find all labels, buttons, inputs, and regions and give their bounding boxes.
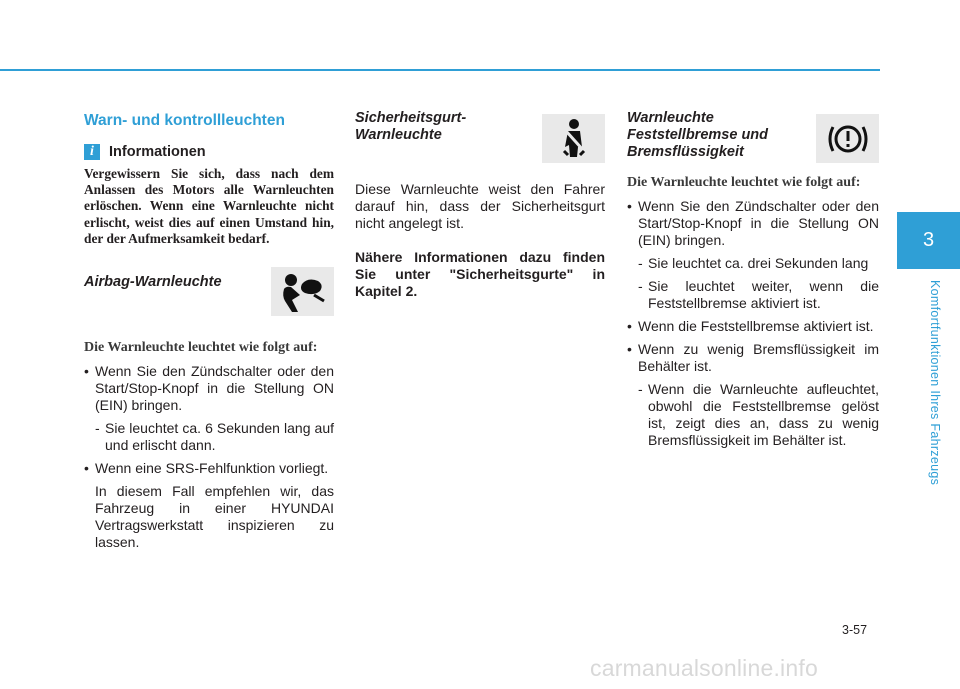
column-3 [627, 105, 879, 449]
list-item-continuation: In diesem Fall empfehlen wir, das Fahrzeug in einer HYUNDAI Vertragswerkstatt inspizieren zu lassen. [95, 482, 334, 550]
column-1 [84, 105, 334, 551]
brake-title-line3: Bremsflüssigkeit [627, 144, 744, 160]
seatbelt-description: Diese Warnleuchte weist den Fahrer darauf hin, dass der Sicherheitsgurt nicht angelegt ist. [355, 181, 605, 231]
airbag-condition-heading: Die Warnleuchte leuchtet wie folgt auf: [84, 340, 318, 356]
sub-list-item: - Sie leuchtet ca. 6 Sekunden lang auf und erlischt dann. [84, 420, 334, 454]
section-title: Warn- und kontrollleuchten [84, 112, 285, 129]
brake-warning-icon [816, 114, 879, 163]
watermark: carmanualsonline.info [590, 655, 818, 681]
chapter-side-label: Komfortfunktionen Ihres Fahrzeugs [928, 280, 942, 486]
page-number: 3-57 [842, 623, 868, 637]
airbag-warning-icon [271, 267, 334, 316]
sub-list-item: - Sie leuchtet weiter, wenn die Feststellbremse aktiviert ist. [627, 278, 879, 312]
chapter-tab: 3 [897, 212, 960, 269]
list-item: • Wenn zu wenig Bremsflüssigkeit im Behälter ist. [627, 341, 879, 375]
list-item: • Wenn die Feststellbremse aktiviert ist. [627, 318, 879, 335]
brake-condition-heading: Die Warnleuchte leuchtet wie folgt auf: [627, 175, 861, 190]
brake-title [627, 110, 768, 161]
seatbelt-title-line1: Sicherheitsgurt- [355, 110, 467, 126]
list-item: • Wenn eine SRS-Fehlfunktion vorliegt. [84, 460, 334, 477]
seatbelt-title [355, 110, 466, 144]
brake-title-line1: Warnleuchte [627, 110, 714, 126]
brake-title-line2: Feststellbremse und [627, 127, 769, 143]
seatbelt-reference: Nähere Informationen dazu finden Sie unter "Sicherheitsgurte" in Kapitel 2. [355, 249, 605, 299]
airbag-condition-list [84, 363, 334, 551]
sub-list-item: - Wenn die Warnleuchte aufleuchtet, obwohl die Feststellbremse gelöst ist, zeigt dies an, dass zu wenig Bremsflüssigkeit im Behälter ist. [627, 381, 879, 449]
info-text: Vergewissern Sie sich, dass nach dem Anlassen des Motors alle Warnleuchten erlöschen. Wenn eine Warnleuchte nicht erlischt, weist dies auf einen Umstand hin, der der Aufmerksamkeit bedarf. [84, 166, 334, 246]
column-2 [355, 105, 605, 300]
seatbelt-heading [355, 110, 605, 163]
info-heading [84, 144, 334, 160]
info-icon: i [84, 144, 100, 160]
brake-heading [627, 110, 879, 163]
header-rule [0, 69, 880, 71]
sub-list-item: - Sie leuchtet ca. drei Sekunden lang [627, 255, 879, 272]
list-item: • Wenn Sie den Zündschalter oder den Start/Stop-Knopf in die Stellung ON (EIN) bringen. [627, 198, 879, 249]
airbag-title: Airbag-Warnleuchte [84, 274, 222, 291]
brake-condition-list [627, 198, 879, 449]
airbag-heading [84, 272, 334, 316]
seatbelt-warning-icon [542, 114, 605, 163]
list-item: • Wenn Sie den Zündschalter oder den Start/Stop-Knopf in die Stellung ON (EIN) bringen. [84, 363, 334, 414]
info-title: Informationen [109, 144, 206, 160]
seatbelt-title-line2: Warnleuchte [355, 127, 442, 143]
